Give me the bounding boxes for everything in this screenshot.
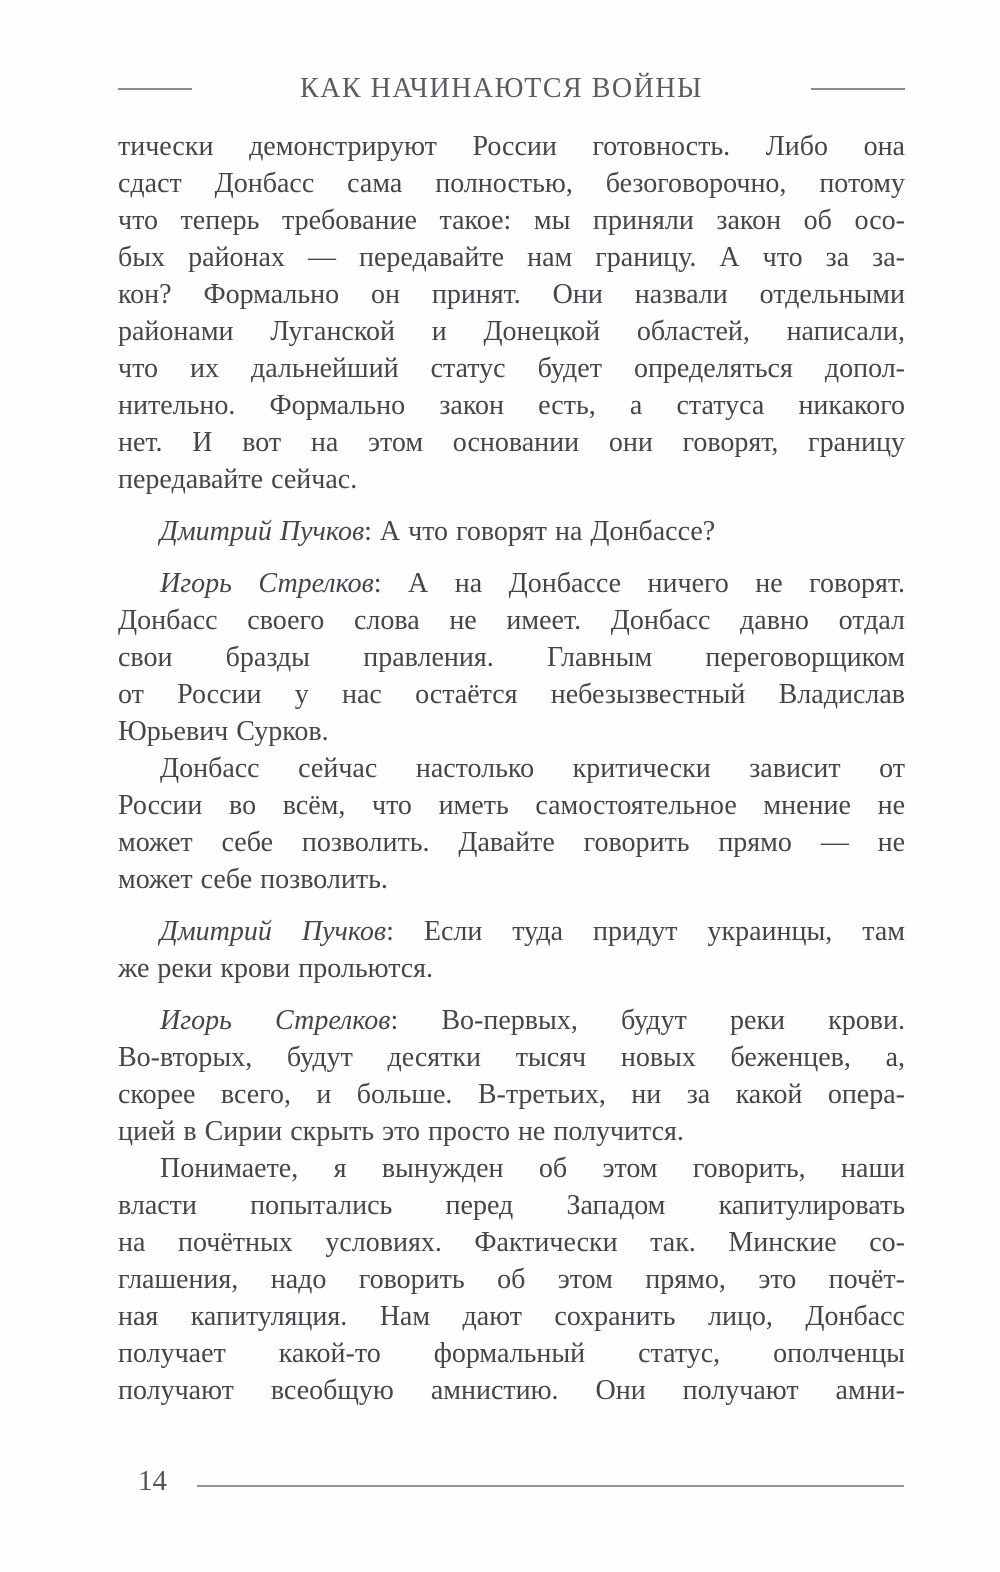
- text-line: Юрьевич Сурков.: [118, 716, 329, 747]
- speaker-name: Дмитрий Пучков: [160, 516, 365, 547]
- header-rule-left: [118, 88, 192, 90]
- text-line: нет. И вот на этом основании они говорят, границу: [118, 427, 905, 458]
- text-line: от России у нас остаётся небезызвестный Владислав: [118, 679, 905, 710]
- text-line: нительно. Формально закон есть, а статуса никакого: [118, 390, 905, 421]
- text-line: Донбасс сейчас настолько критически зависит от: [160, 753, 905, 784]
- running-header-title: КАК НАЧИНАЮТСЯ ВОЙНЫ: [300, 73, 703, 104]
- text-line: Игорь Стрелков: Во-первых, будут реки крови.: [160, 1005, 905, 1036]
- text-line: Донбасс своего слова не имеет. Донбасс давно отдал: [118, 605, 905, 636]
- text-line: России во всём, что иметь самостоятельное мнение не: [118, 790, 905, 821]
- speaker-name: Игорь Стрелков: [160, 1005, 391, 1036]
- text-line: может себе позволить. Давайте говорить прямо — не: [118, 827, 905, 858]
- text-line: Дмитрий Пучков: А что говорят на Донбассе?: [160, 516, 716, 547]
- text-line: что их дальнейший статус будет определяться допол-: [118, 353, 905, 384]
- text-line: может себе позволить.: [118, 864, 388, 895]
- text-line: передавайте сейчас.: [118, 464, 358, 495]
- text-line: что теперь требование такое: мы приняли закон об осо-: [118, 205, 905, 236]
- page-body: [118, 128, 905, 1409]
- paragraph: [118, 128, 905, 498]
- text-line: же реки крови прольются.: [118, 953, 434, 984]
- paragraph: [118, 565, 905, 750]
- text-line: кон? Формально он принят. Они назвали отдельными: [118, 279, 905, 310]
- text-line: Во-вторых, будут десятки тысяч новых беженцев, а,: [118, 1042, 905, 1073]
- header-rule-right: [811, 88, 905, 90]
- text-line: глашения, надо говорить об этом прямо, это почёт-: [118, 1264, 905, 1295]
- paragraph: [118, 750, 905, 898]
- speaker-name: Игорь Стрелков: [160, 568, 374, 599]
- text-line: на почётных условиях. Фактически так. Минские со-: [118, 1227, 905, 1258]
- footer-rule: [197, 1485, 904, 1487]
- paragraph: [118, 913, 905, 987]
- text-line: цией в Сирии скрыть это просто не получится.: [118, 1116, 684, 1147]
- text-line: получают всеобщую амнистию. Они получают амни-: [118, 1375, 905, 1406]
- text-line: получает какой-то формальный статус, ополченцы: [118, 1338, 905, 1369]
- text-line: ная капитуляция. Нам дают сохранить лицо, Донбасс: [118, 1301, 905, 1332]
- text-line: тически демонстрируют России готовность. Либо она: [118, 131, 905, 162]
- text-line: Игорь Стрелков: А на Донбассе ничего не говорят.: [160, 568, 905, 599]
- text-line: бых районах — передавайте нам границу. А что за за-: [118, 242, 905, 273]
- text-line: Понимаете, я вынужден об этом говорить, наши: [160, 1153, 905, 1184]
- page-number: 14: [138, 1465, 167, 1497]
- speaker-name: Дмитрий Пучков: [160, 916, 387, 947]
- text-line: районами Луганской и Донецкой областей, написали,: [118, 316, 905, 347]
- paragraph: [118, 1002, 905, 1150]
- text-line: Дмитрий Пучков: Если туда придут украинцы, там: [160, 916, 905, 947]
- paragraph: [118, 1150, 905, 1409]
- page-footer: [138, 1466, 904, 1496]
- paragraph: [118, 513, 905, 550]
- text-line: сдаст Донбасс сама полностью, безоговорочно, потому: [118, 168, 905, 199]
- text-line: власти попытались перед Западом капитулировать: [118, 1190, 905, 1221]
- text-line: свои бразды правления. Главным переговорщиком: [118, 642, 905, 673]
- running-header: [118, 72, 905, 106]
- text-line: скорее всего, и больше. В-третьих, ни за какой опера-: [118, 1079, 905, 1110]
